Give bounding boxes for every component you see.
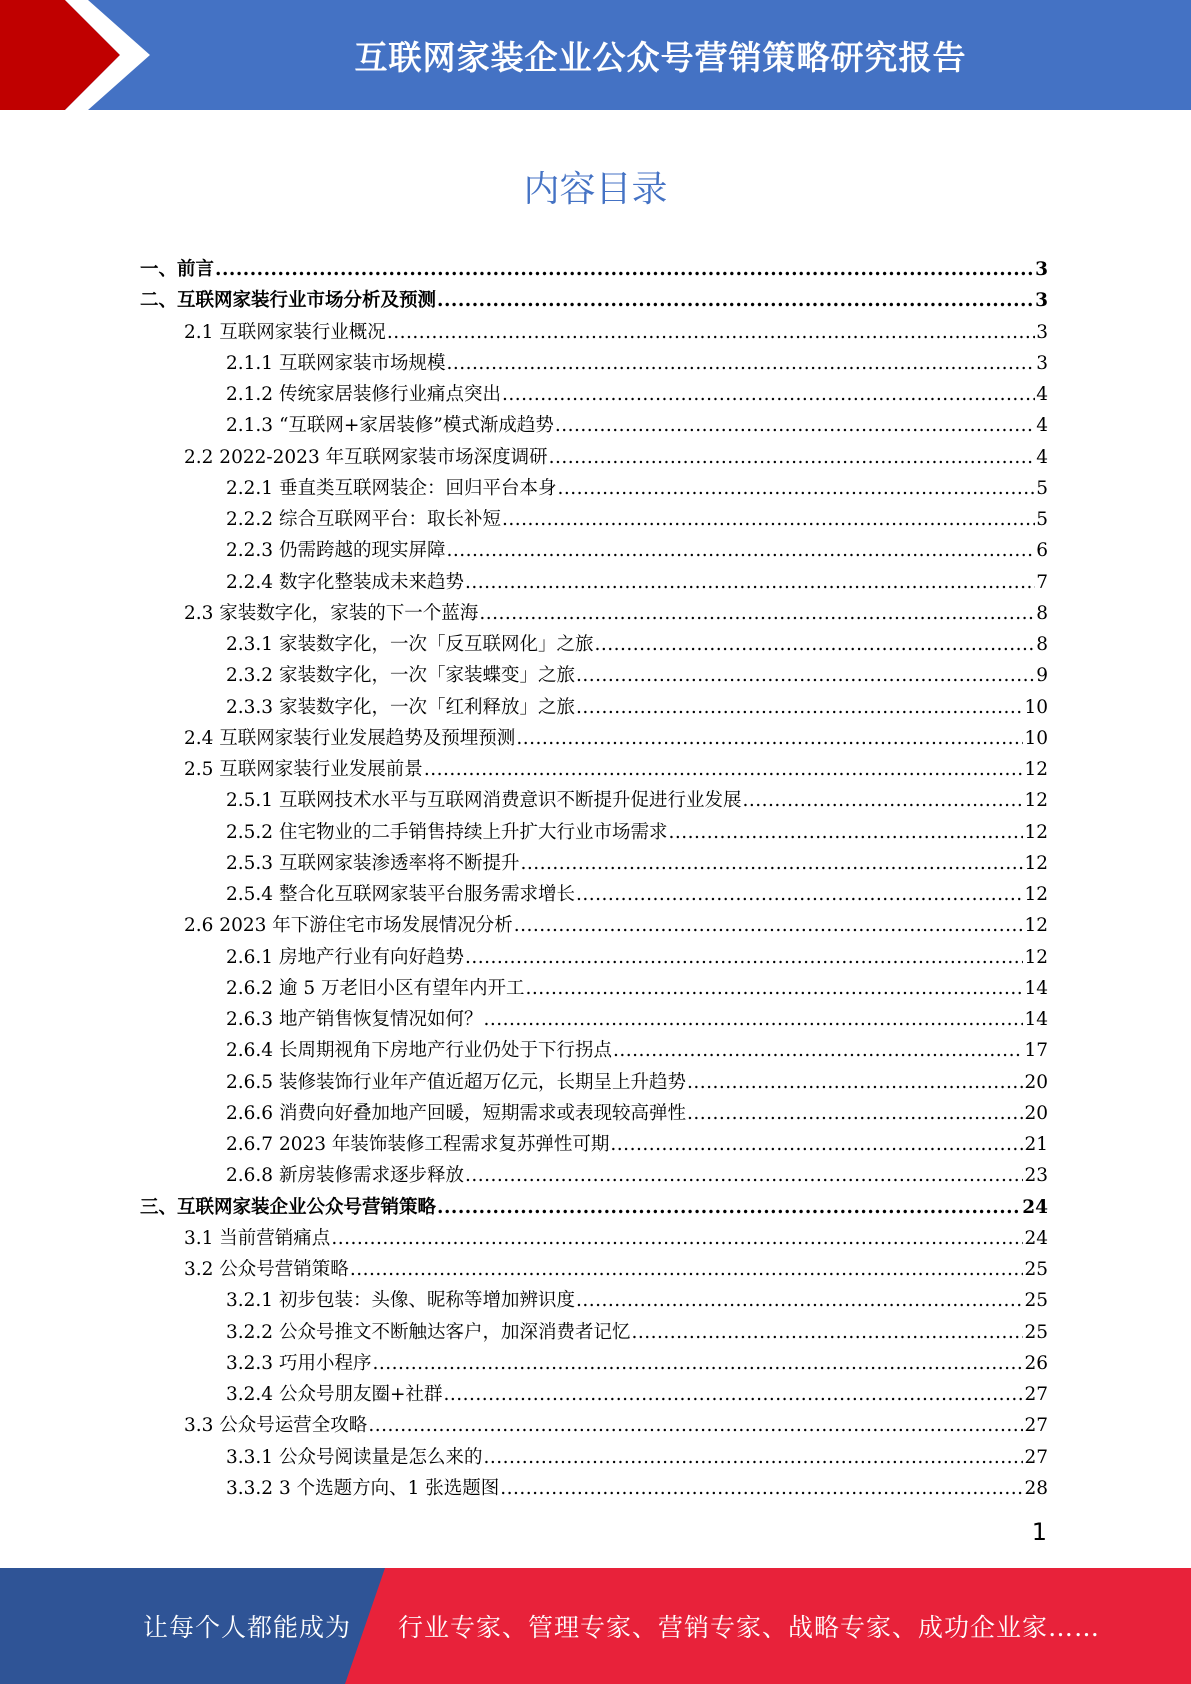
toc-entry-title: 2.6.2 逾 5 万老旧小区有望年内开工 [226,977,525,999]
toc-entry[interactable] [140,1379,1048,1410]
toc-dot-leader [465,942,1023,973]
table-of-contents [140,254,1048,1504]
toc-entry-title: 2.3.1 家装数字化，一次「反互联网化」之旅 [226,634,594,655]
toc-entry-title: 2.5.3 互联网家装渗透率将不断提升 [226,852,520,874]
toc-entry-page: 24 [1022,1196,1048,1218]
toc-entry-page: 25 [1024,1259,1048,1280]
toc-dot-leader [526,973,1024,1004]
toc-entry-page: 20 [1024,1071,1048,1093]
toc-dot-leader [483,1442,1023,1473]
toc-entry[interactable] [140,1160,1048,1191]
toc-entry-page: 14 [1024,1009,1048,1030]
toc-entry-page: 4 [1036,415,1048,437]
toc-entry[interactable] [140,567,1048,598]
toc-entry-title: 2.6.3 地产销售恢复情况如何？ [226,1009,483,1030]
toc-entry-title: 3.3 公众号运营全攻略 [184,1415,368,1437]
toc-entry-title: 2.6.1 房地产行业有向好趋势 [226,946,464,968]
toc-entry[interactable] [140,754,1048,785]
toc-dot-leader [516,723,1023,754]
toc-entry-title: 2.2 2022-2023 年互联网家装市场深度调研 [184,446,548,468]
toc-entry-title: 2.5.1 互联网技术水平与互联网消费意识不断提升促进行业发展 [226,790,742,812]
toc-dot-leader [502,504,1035,535]
toc-entry-title: 3.3.2 3 个选题方向、1 张选题图 [226,1477,500,1499]
toc-heading: 内容目录 [523,169,668,210]
toc-entry[interactable] [140,973,1048,1004]
toc-entry-page: 5 [1036,509,1048,530]
toc-entry-title: 2.5.4 整合化互联网家装平台服务需求增长 [226,884,575,905]
toc-entry-page: 7 [1036,571,1048,593]
toc-entry-title: 2.6.7 2023 年装饰装修工程需求复苏弹性可期 [226,1134,610,1155]
toc-entry-page: 17 [1024,1040,1048,1062]
toc-entry[interactable] [140,317,1048,348]
toc-entry-title: 2.6.4 长周期视角下房地产行业仍处于下行拐点 [226,1040,612,1062]
toc-entry-page: 27 [1024,1384,1048,1405]
toc-entry-page: 12 [1024,852,1048,874]
toc-entry[interactable] [140,504,1048,535]
toc-entry-title: 一、前言 [140,259,215,280]
toc-entry-page: 9 [1036,665,1048,687]
toc-dot-leader [446,348,1035,379]
toc-dot-leader [465,1160,1023,1191]
toc-entry[interactable] [140,1410,1048,1441]
toc-entry[interactable] [140,848,1048,879]
toc-entry[interactable] [140,1285,1048,1316]
toc-entry-title: 2.1.2 传统家居装修行业痛点突出 [226,384,501,405]
toc-dot-leader [446,535,1035,566]
toc-entry[interactable] [140,1442,1048,1473]
toc-entry[interactable] [140,1035,1048,1066]
toc-dot-leader [372,1348,1023,1379]
toc-dot-leader [631,1317,1023,1348]
toc-dot-leader [520,848,1023,879]
toc-entry-page: 25 [1024,1290,1048,1312]
toc-dot-leader [479,598,1035,629]
toc-entry-title: 2.1.3 “互联网+家居装修”模式渐成趋势 [226,415,554,437]
toc-entry[interactable] [140,1254,1048,1285]
toc-entry[interactable] [140,692,1048,723]
toc-entry[interactable] [140,1223,1048,1254]
toc-dot-leader [576,692,1023,723]
toc-entry-title: 2.5 互联网家装行业发展前景 [184,759,423,780]
toc-entry-page: 8 [1036,634,1048,655]
toc-entry-title: 2.4 互联网家装行业发展趋势及预埋预测 [184,727,516,749]
toc-dot-leader [594,629,1035,660]
toc-entry-page: 3 [1035,259,1048,280]
toc-entry-title: 2.2.2 综合互联网平台：取长补短 [226,509,501,530]
toc-dot-leader [424,754,1024,785]
toc-entry-title: 2.3.3 家装数字化，一次「红利释放」之旅 [226,696,575,718]
toc-entry-page: 12 [1024,884,1048,905]
toc-entry-title: 2.2.3 仍需跨越的现实屏障 [226,540,446,562]
toc-entry-title: 3.2.1 初步包装：头像、昵称等增加辨识度 [226,1290,575,1312]
toc-dot-leader [576,1285,1023,1316]
toc-entry-title: 2.2.1 垂直类互联网装企：回归平台本身 [226,477,557,499]
toc-entry-page: 12 [1024,759,1048,780]
toc-entry-title: 2.6 2023 年下游住宅市场发展情况分析 [184,915,513,937]
toc-entry-title: 3.1 当前营销痛点 [184,1227,331,1249]
toc-dot-leader [557,473,1035,504]
toc-entry-page: 10 [1024,696,1048,718]
toc-entry[interactable] [140,1473,1048,1504]
toc-entry-page: 12 [1024,946,1048,968]
toc-entry[interactable] [140,1129,1048,1160]
toc-entry[interactable] [140,254,1048,285]
toc-entry[interactable] [140,473,1048,504]
toc-entry[interactable] [140,1192,1048,1223]
toc-entry-title: 2.5.2 住宅物业的二手销售持续上升扩大行业市场需求 [226,821,668,843]
toc-entry[interactable] [140,879,1048,910]
toc-entry-page: 3 [1035,290,1048,312]
toc-dot-leader [368,1410,1023,1441]
toc-entry-page: 12 [1024,790,1048,812]
toc-entry-title: 2.6.6 消费向好叠加地产回暖，短期需求或表现较高弹性 [226,1102,686,1124]
toc-entry[interactable] [140,348,1048,379]
toc-entry[interactable] [140,442,1048,473]
toc-entry-page: 27 [1024,1446,1048,1468]
toc-dot-leader [443,1379,1023,1410]
toc-dot-leader [387,317,1035,348]
report-header [0,0,1191,110]
toc-dot-leader [215,254,1034,285]
toc-entry[interactable] [140,817,1048,848]
toc-dot-leader [500,1473,1023,1504]
toc-entry-page: 25 [1024,1321,1048,1343]
toc-entry-page: 27 [1024,1415,1048,1437]
toc-entry[interactable] [140,535,1048,566]
toc-entry-title: 3.2.2 公众号推文不断触达客户，加深消费者记忆 [226,1321,631,1343]
toc-entry-page: 3 [1036,321,1048,343]
toc-entry-page: 3 [1036,352,1048,374]
toc-entry-page: 26 [1024,1352,1048,1374]
toc-entry-title: 二、互联网家装行业市场分析及预测 [140,290,437,312]
toc-entry-page: 5 [1036,477,1048,499]
toc-dot-leader [555,410,1035,441]
toc-entry[interactable] [140,1004,1048,1035]
toc-dot-leader [613,1035,1023,1066]
toc-entry[interactable] [140,629,1048,660]
toc-entry-page: 21 [1024,1134,1048,1155]
toc-entry-page: 24 [1024,1227,1048,1249]
toc-entry-title: 2.1.1 互联网家装市场规模 [226,352,446,374]
toc-entry-page: 23 [1024,1165,1048,1187]
toc-entry-page: 8 [1036,602,1048,624]
toc-dot-leader [331,1223,1023,1254]
toc-entry[interactable] [140,785,1048,816]
toc-entry[interactable] [140,1067,1048,1098]
toc-entry[interactable] [140,942,1048,973]
toc-entry-title: 2.1 互联网家装行业概况 [184,321,386,343]
toc-entry-page: 14 [1024,977,1048,999]
toc-entry-title: 三、互联网家装企业公众号营销策略 [140,1196,437,1218]
toc-entry-page: 20 [1024,1102,1048,1124]
toc-entry-title: 3.2.3 巧用小程序 [226,1352,372,1374]
toc-dot-leader [668,817,1023,848]
toc-entry[interactable] [140,910,1048,941]
toc-dot-leader [610,1129,1023,1160]
toc-entry-page: 10 [1024,727,1048,749]
report-footer [0,1568,1191,1684]
toc-dot-leader [350,1254,1024,1285]
toc-dot-leader [742,785,1023,816]
toc-dot-leader [687,1067,1023,1098]
toc-entry-page: 6 [1036,540,1048,562]
toc-entry-page: 4 [1036,446,1048,468]
page-number: 1 [1031,1518,1047,1546]
toc-entry-title: 3.3.1 公众号阅读量是怎么来的 [226,1446,483,1468]
toc-entry[interactable] [140,285,1048,316]
toc-dot-leader [483,1004,1023,1035]
toc-dot-leader [437,1192,1021,1223]
toc-dot-leader [549,442,1036,473]
toc-entry-page: 12 [1024,821,1048,843]
footer-slogan-left: 让每个人都能成为 [143,1613,352,1642]
report-title: 互联网家装企业公众号营销策略研究报告 [354,37,967,77]
toc-entry-title: 2.6.5 装修装饰行业年产值近超万亿元，长期呈上升趋势 [226,1071,686,1093]
toc-entry[interactable] [140,1317,1048,1348]
toc-entry-page: 4 [1036,384,1048,405]
toc-entry-title: 2.3.2 家装数字化，一次「家装蝶变」之旅 [226,665,575,687]
toc-dot-leader [465,567,1035,598]
toc-entry[interactable] [140,1098,1048,1129]
toc-dot-leader [687,1098,1023,1129]
toc-entry-title: 2.2.4 数字化整装成未来趋势 [226,571,464,593]
toc-dot-leader [514,910,1024,941]
toc-dot-leader [502,379,1035,410]
toc-entry[interactable] [140,660,1048,691]
toc-entry-page: 12 [1024,915,1048,937]
footer-slogan-right: 行业专家、管理专家、营销专家、战略专家、成功企业家…… [398,1613,1101,1642]
toc-entry[interactable] [140,379,1048,410]
toc-dot-leader [437,285,1034,316]
toc-entry-title: 3.2 公众号营销策略 [184,1259,349,1280]
toc-dot-leader [576,879,1023,910]
toc-entry-title: 2.3 家装数字化，家装的下一个蓝海 [184,602,479,624]
toc-entry[interactable] [140,1348,1048,1379]
toc-dot-leader [576,660,1035,691]
toc-entry-page: 28 [1024,1477,1048,1499]
toc-entry[interactable] [140,723,1048,754]
toc-entry-title: 3.2.4 公众号朋友圈+社群 [226,1384,443,1405]
toc-entry[interactable] [140,598,1048,629]
toc-entry[interactable] [140,410,1048,441]
toc-entry-title: 2.6.8 新房装修需求逐步释放 [226,1165,464,1187]
